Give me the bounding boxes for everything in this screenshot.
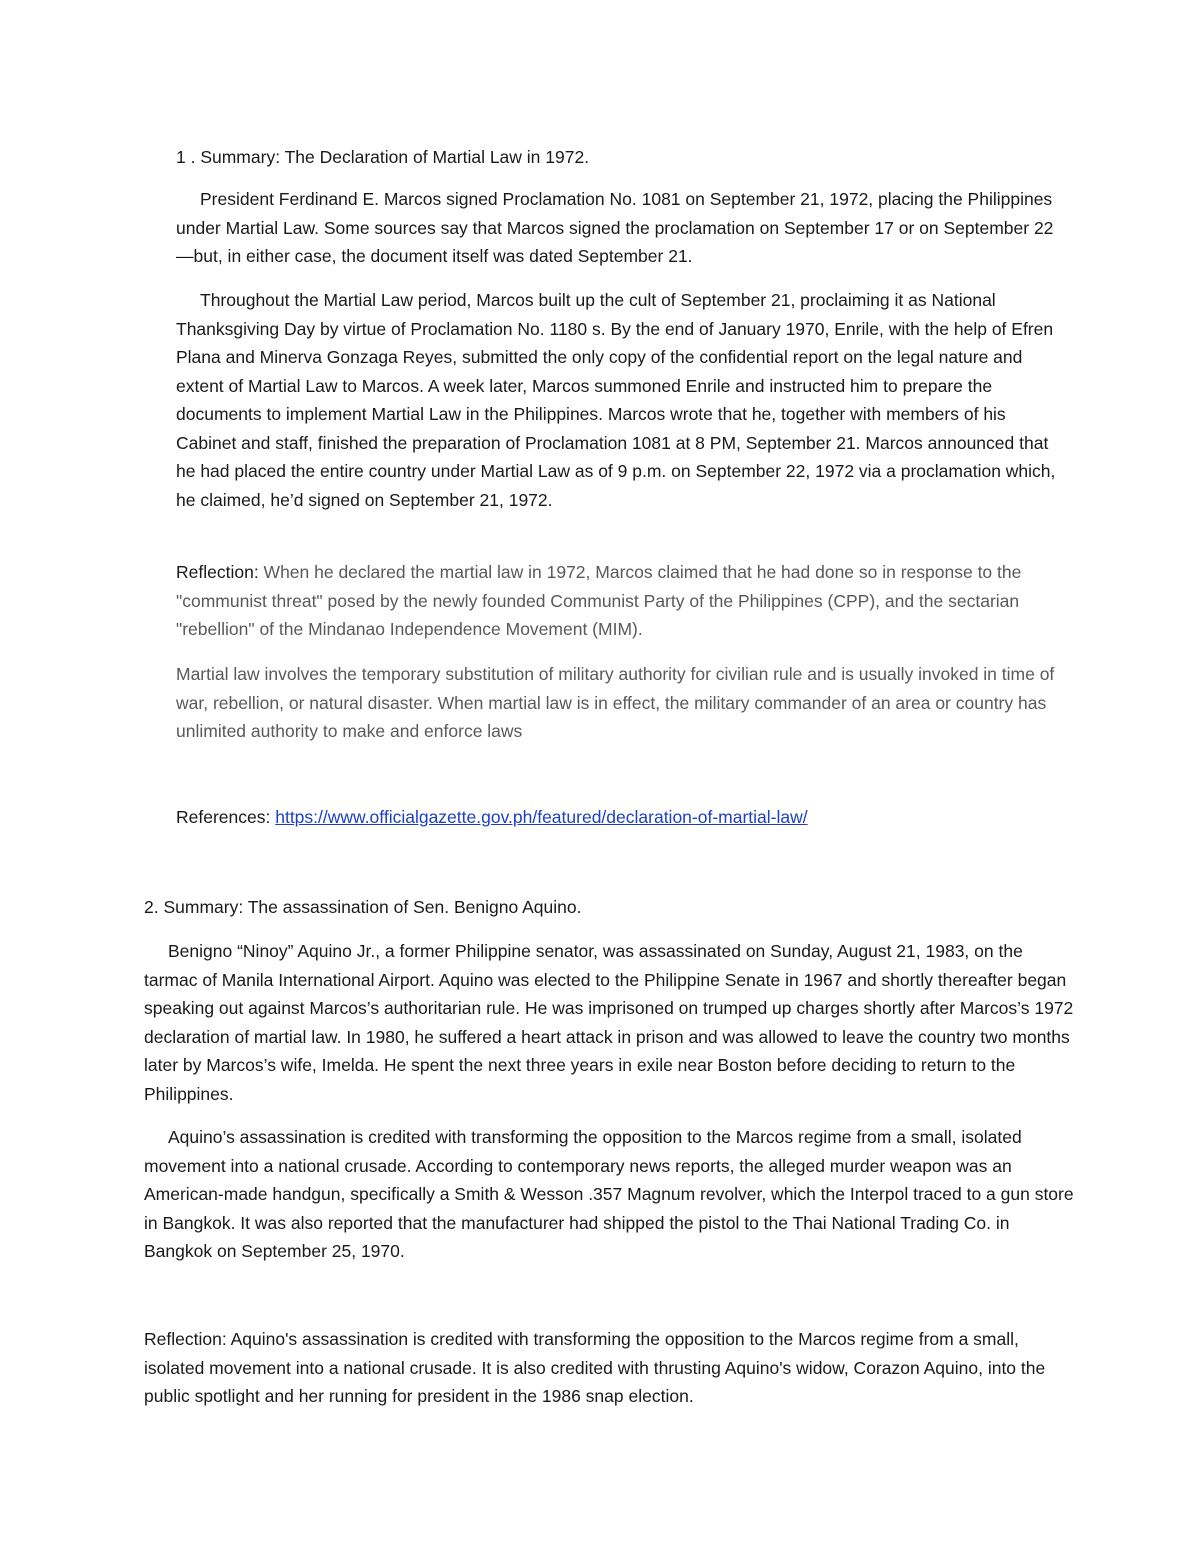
section1-references (176, 803, 1066, 832)
section2-paragraph-1: Benigno “Ninoy” Aquino Jr., a former Philippine senator, was assassinated on Sunday, August 21, 1983, on the tarmac of Manila International Airport. Aquino was elected to the Philippine Senate in 1967 and shortly thereafter began speaking out against Marcos’s authoritarian rule. He was imprisoned on trumped up charges shortly after Marcos’s 1972 declaration of martial law. In 1980, he suffered a heart attack in prison and was allowed to leave the country two months later by Marcos’s wife, Imelda. He spent the next three years in exile near Boston before deciding to return to the Philippines. (144, 941, 1074, 1104)
section1-paragraph-2: Throughout the Martial Law period, Marcos built up the cult of September 21, proclaiming it as National Thanksgiving Day by virtue of Proclamation No. 1180 s. By the end of January 1970, Enrile, with the help of Efren Plana and Minerva Gonzaga Reyes, submitted the only copy of the confidential report on the legal nature and extent of Martial Law to Marcos. A week later, Marcos summoned Enrile and instructed him to prepare the documents to implement Martial Law in the Philippines. Marcos wrote that he, together with members of his Cabinet and staff, finished the preparation of Proclamation 1081 at 8 PM, September 21. Marcos announced that he had placed the entire country under Martial Law as of 9 p.m. on September 22, 1972 via a proclamation which, he claimed, he’d signed on September 21, 1972. (176, 290, 1056, 510)
section1-heading: 1 . Summary: The Declaration of Martial Law in 1972. (176, 147, 590, 167)
section1-paragraph-1: President Ferdinand E. Marcos signed Proclamation No. 1081 on September 21, 1972, placing the Philippines under Martial Law. Some sources say that Marcos signed the proclamation on September 17 or on September 22—but, in either case, the document itself was dated September 21. (176, 189, 1054, 266)
section2-reflection: Reflection: Aquino's assassination is credited with transforming the opposition to the Marcos regime from a small, isolated movement into a national crusade. It is also credited with thrusting Aquino's widow, Corazon Aquino, into the public spotlight and her running for president in the 1986 snap election. (144, 1329, 1046, 1406)
section1-reflection (176, 558, 1066, 644)
section2-paragraph-2: Aquino’s assassination is credited with transforming the opposition to the Marcos regime from a small, isolated movement into a national crusade. According to contemporary news reports, the alleged murder weapon was an American-made handgun, specifically a Smith & Wesson .357 Magnum revolver, which the Interpol traced to a gun store in Bangkok. It was also reported that the manufacturer had shipped the pistol to the Thai National Trading Co. in Bangkok on September 25, 1970. (144, 1127, 1074, 1261)
references-link[interactable]: https://www.officialgazette.gov.ph/featured/declaration-of-martial-law/ (275, 807, 808, 827)
section1-reflection-label: Reflection: (176, 562, 259, 582)
section1-reflection-text: When he declared the martial law in 1972, Marcos claimed that he had done so in response to the "communist threat" posed by the newly founded Communist Party of the Philippines (CPP), and the sectarian "rebellion" of the Mindanao Independence Movement (MIM). (176, 562, 1022, 639)
section1-martial-law-definition: Martial law involves the temporary substitution of military authority for civilian rule and is usually invoked in time of war, rebellion, or natural disaster. When martial law is in effect, the military commander of an area or country has unlimited authority to make and enforce laws (176, 664, 1055, 741)
references-label: References: (176, 807, 276, 827)
section2-heading: 2. Summary: The assassination of Sen. Benigno Aquino. (144, 897, 582, 917)
